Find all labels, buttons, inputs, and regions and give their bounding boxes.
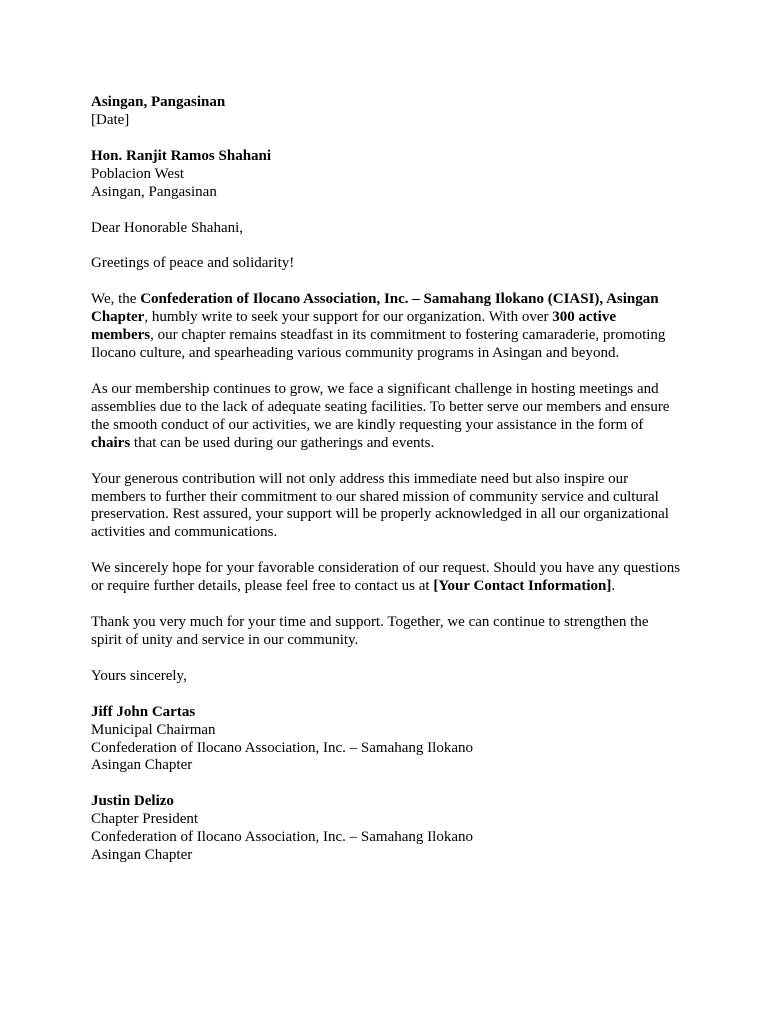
- letter-date: [Date]: [91, 111, 130, 128]
- signatory-organization: Confederation of Ilocano Association, Inc. – Samahang Ilokano: [91, 829, 473, 846]
- recipient-address-line1: Poblacion West: [91, 165, 185, 182]
- member-count: 300 active members: [91, 309, 616, 344]
- signatory-chapter: Asingan Chapter: [91, 847, 193, 864]
- signatory-block: [91, 704, 681, 776]
- paragraph-consideration: We sincerely hope for your favorable consideration of our request. Should you have any questions or require further details, please feel free to contact us at [Your Contact Information].: [91, 560, 681, 595]
- greeting: Greetings of peace and solidarity!: [91, 255, 295, 272]
- recipient-block: [91, 148, 681, 202]
- sender-location: Asingan, Pangasinan: [91, 94, 226, 110]
- paragraph-request: As our membership continues to grow, we face a significant challenge in hosting meetings and assemblies due to the lack of adequate seating facilities. To better serve our members and ensure the smooth conduct of our activities, we are kindly requesting your assistance in the form of chairs that can be used during our gatherings and events.: [91, 380, 670, 451]
- paragraph-thanks: Thank you very much for your time and support. Together, we can continue to strengthen the spirit of unity and service in our community.: [91, 614, 649, 648]
- recipient-name: Hon. Ranjit Ramos Shahani: [91, 147, 272, 164]
- signatory-name: Justin Delizo: [91, 793, 174, 810]
- organization-name: Confederation of Ilocano Association, Inc. – Samahang Ilokano (CIASI), Asingan Chapter: [91, 291, 659, 326]
- recipient-address-line2: Asingan, Pangasinan: [91, 183, 217, 200]
- signatory-chapter: Asingan Chapter: [91, 757, 193, 774]
- paragraph-contribution: Your generous contribution will not only address this immediate need but also inspire our members to further their commitment to our shared mission of community service and cultural preservation. Rest assured, your support will be properly acknowledged in all our organizational activities and communications.: [91, 470, 669, 541]
- signatory-title: Municipal Chairman: [91, 721, 216, 738]
- contact-information: [Your Contact Information]: [433, 578, 612, 595]
- signatory-name: Jiff John Cartas: [91, 703, 196, 720]
- signatory-block: [91, 793, 681, 865]
- requested-item: chairs: [91, 434, 131, 451]
- signatory-title: Chapter President: [91, 811, 199, 828]
- salutation: Dear Honorable Shahani,: [91, 219, 244, 236]
- closing: Yours sincerely,: [91, 667, 187, 684]
- letter-body: [91, 94, 681, 883]
- sender-block: [91, 94, 681, 130]
- paragraph-introduction: We, the Confederation of Ilocano Association, Inc. – Samahang Ilokano (CIASI), Asingan Chapter, humbly write to seek your support for our organization. With over 300 active members, our chapter remains steadfast in its commitment to fostering camaraderie, promoting Ilocano culture, and spearheading various community programs in Asingan and beyond.: [91, 291, 666, 362]
- signatory-organization: Confederation of Ilocano Association, Inc. – Samahang Ilokano: [91, 739, 473, 756]
